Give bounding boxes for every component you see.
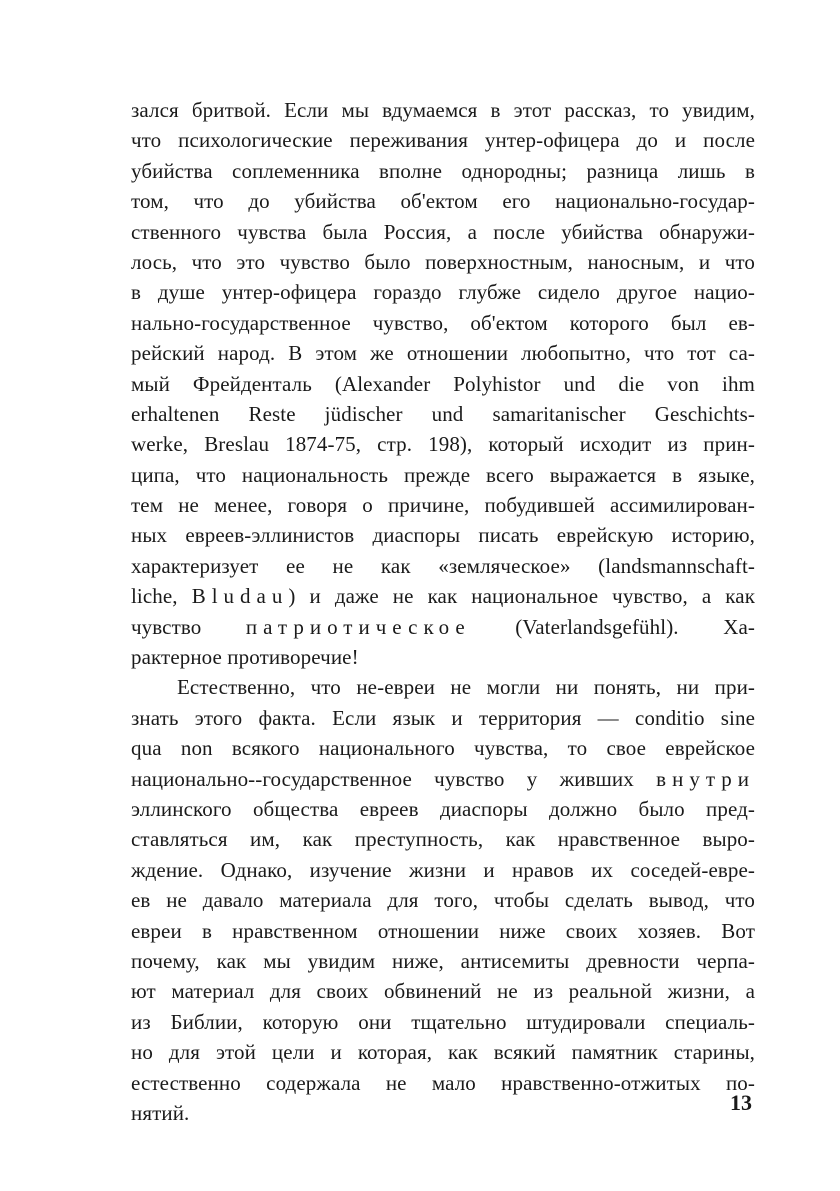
text-line: erhaltenen Reste jüdischer und samaritanischer Geschichts- bbox=[131, 401, 755, 426]
text-line: почему, как мы увидим ниже, антисемиты древности черпа- bbox=[131, 948, 755, 973]
text-fragment: национально--государственное чувство у живших bbox=[131, 766, 657, 791]
text-line: из Библии, которую они тщательно штудировали специаль- bbox=[131, 1009, 755, 1034]
text-line: что психологические переживания унтер-офицера до и после bbox=[131, 128, 755, 153]
page-body bbox=[131, 95, 755, 1128]
spaced-name: Bludau bbox=[191, 584, 289, 609]
text-line: зался бритвой. Если мы вдумаемся в этот рассказ, то увидим, bbox=[131, 98, 755, 122]
text-line: тем не менее, говоря о причине, побудившей ассимилирован- bbox=[131, 493, 755, 518]
text-line: эллинского общества евреев диаспоры должно было пред- bbox=[131, 796, 755, 821]
text-fragment: ) и даже не как национальное чувство, а как bbox=[288, 584, 756, 609]
text-fragment: (Vaterlandsgefühl). Ха- bbox=[470, 614, 755, 639]
text-line: Естественно, что не-евреи не могли ни понять, ни при- bbox=[177, 675, 755, 700]
text-line bbox=[131, 612, 755, 642]
text-line: ственного чувства была Россия, а после убийства обнаружи- bbox=[131, 219, 755, 244]
text-line: ставляться им, как преступность, как нравственное выро- bbox=[131, 827, 755, 852]
paragraph-1 bbox=[131, 95, 755, 672]
text-line: qua non всякого национального чувства, то свое еврейское bbox=[131, 736, 755, 761]
text-line: ев не давало материала для того, чтобы сделать вывод, что bbox=[131, 888, 755, 913]
text-line: том, что до убийства об'ектом его национально-государ- bbox=[131, 189, 755, 214]
text-line: нятий. bbox=[131, 1100, 190, 1125]
page-number: 13 bbox=[730, 1090, 752, 1115]
paragraph-2 bbox=[131, 672, 755, 1128]
text-line: убийства соплеменника вполне однородны; разница лишь в bbox=[131, 158, 755, 183]
text-fragment: liche, bbox=[131, 584, 192, 609]
text-line: характеризует ее не как «земляческое» (landsmannschaft- bbox=[131, 553, 755, 578]
text-line: в душе унтер-офицера гораздо глубже сидело другое нацио- bbox=[131, 280, 755, 305]
text-line: ципа, что национальность прежде всего выражается в языке, bbox=[131, 462, 755, 487]
spaced-emphasis: патриотическое bbox=[245, 614, 471, 639]
text-line: нально-государственное чувство, об'ектом которого был ев- bbox=[131, 310, 755, 335]
text-line: ют материал для своих обвинений не из реальной жизни, а bbox=[131, 979, 755, 1004]
text-line: но для этой цели и которая, как всякий памятник старины, bbox=[131, 1040, 755, 1065]
text-line: werke, Breslau 1874-75, стр. 198), который исходит из прин- bbox=[131, 432, 755, 457]
text-line: ных евреев-эллинистов диаспоры писать еврейскую историю, bbox=[131, 523, 755, 548]
text-line: лось, что это чувство было поверхностным, наносным, и что bbox=[131, 249, 755, 274]
text-line bbox=[131, 581, 755, 611]
text-fragment: чувство bbox=[131, 614, 246, 639]
text-line: знать этого факта. Если язык и территория — conditio sine bbox=[131, 705, 755, 730]
text-line: рактерное противоречие! bbox=[131, 645, 359, 670]
text-line: мый Фрейденталь (Alexander Polyhistor und die von ihm bbox=[131, 371, 755, 396]
text-line: евреи в нравственном отношении ниже своих хозяев. Вот bbox=[131, 918, 755, 943]
text-line: рейский народ. В этом же отношении любопытно, что тот са- bbox=[131, 341, 755, 366]
text-line: ждение. Однако, изучение жизни и нравов их соседей-евре- bbox=[131, 857, 755, 882]
text-line bbox=[131, 764, 755, 794]
spaced-emphasis: внутри bbox=[656, 766, 755, 791]
text-line: естественно содержала не мало нравственно-отжитых по- bbox=[131, 1070, 755, 1095]
